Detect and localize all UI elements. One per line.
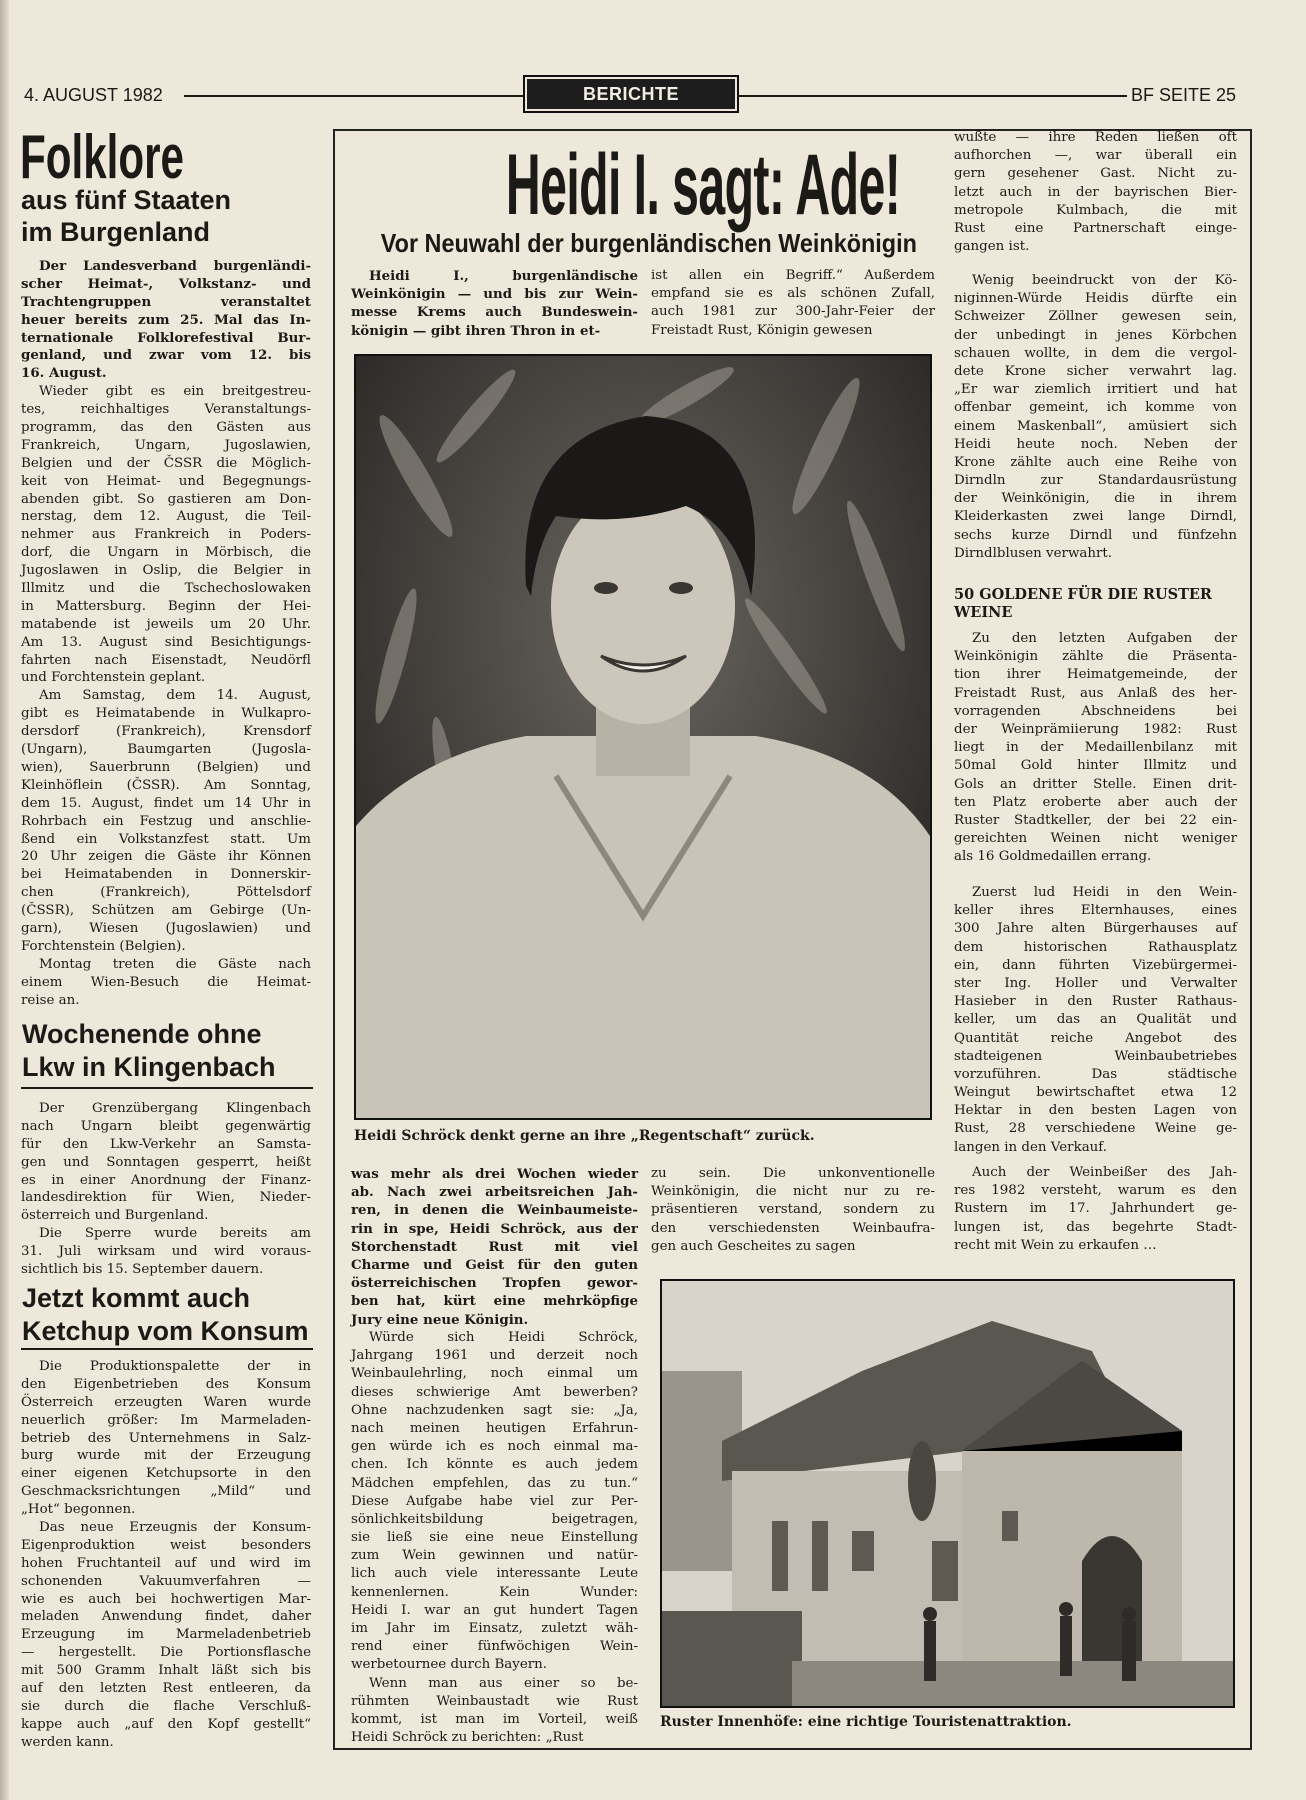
text-line: nach Ungarn bleibt gegenwärtig — [21, 1118, 311, 1134]
ketchup-headline-rule — [21, 1348, 313, 1350]
text-line: messe Krems auch Bundeswein- — [351, 304, 638, 321]
text-line: dem 15. August, findet um 14 Uhr in — [21, 795, 311, 811]
text-line: Österreich erzeugten Waren wurde — [21, 1394, 311, 1410]
text-line: Würde sich Heidi Schröck, — [369, 1330, 638, 1345]
text-line: 31. Juli wirksam und wird voraus- — [21, 1244, 311, 1260]
text-line: gen würde ich es noch einmal ma- — [351, 1439, 638, 1455]
ketchup-headline-line-1: Jetzt kommt auch — [22, 1283, 251, 1313]
text-line: der Weinprämiierung 1982: Rust — [954, 721, 1237, 737]
text-line: sie ließ sie eine neue Einstellung — [351, 1530, 638, 1546]
text-line: Der Grenzübergang Klingenbach — [39, 1101, 311, 1116]
text-line: Am 13. August sind Besichtigungs- — [21, 634, 311, 650]
main-subheadline: Vor Neuwahl der burgenländischen Weinkönigin — [380, 228, 917, 258]
text-line: Weingut bewirtschaftet etwa 12 — [954, 1085, 1237, 1101]
text-line: als 16 Goldmedaillen errang. — [954, 849, 1152, 865]
paragraph — [21, 1225, 311, 1279]
text-line: vorzuführen. Das städtische — [954, 1066, 1237, 1082]
paragraph — [954, 1164, 1237, 1255]
text-line: zu sein. Die unkonventionelle — [651, 1166, 935, 1181]
text-line: österreichischen Tropfen gewor- — [351, 1275, 638, 1292]
text-line: Der Landesverband burgenländi- — [39, 258, 311, 274]
text-line: schonenden Vakuumverfahren — — [21, 1573, 311, 1589]
text-line: dete Krone sicher verwahrt lag. — [954, 363, 1237, 379]
text-line: scher Heimat-, Volkstanz- und — [21, 275, 311, 292]
text-line: keller ihres Elternhauses, eines — [954, 903, 1237, 919]
text-line: vorragenden Abschneidens bei — [954, 703, 1237, 719]
paragraph — [21, 1358, 311, 1519]
text-line: ßend ein Volkstanzfest statt. Um — [21, 831, 311, 847]
text-line: burg wurde mit der Erzeugung — [21, 1448, 311, 1464]
paragraph — [954, 630, 1237, 866]
text-line: chen. Ich könnte es auch jedem — [351, 1457, 638, 1473]
ketchup-headline-line-2: Ketchup vom Konsum — [22, 1316, 309, 1346]
text-line: gen auch Gescheites zu sagen — [651, 1238, 856, 1254]
text-line: „Er war ziemlich irritiert und hat — [954, 382, 1237, 398]
text-line: ten Platz eroberte aber auch der — [954, 794, 1237, 810]
text-line: Rust, 28 verschiedene Weine ge- — [954, 1121, 1237, 1137]
text-line: keller, um das an Qualität und — [954, 1012, 1237, 1028]
text-line: Wieder gibt es ein breitgestreu- — [39, 384, 311, 400]
text-line: chen (Frankreich), Pöttelsdorf — [21, 885, 311, 901]
text-line: ren, in denen die Weinbaumeiste- — [351, 1202, 638, 1219]
text-line: Gols an dritter Stelle. Einen drit- — [954, 776, 1237, 792]
text-line: rühmten Weinbaustadt wie Rust — [351, 1693, 638, 1709]
text-line: auch 1981 zur 300-Jahr-Feier der — [651, 304, 935, 320]
page-edge-shadow — [0, 0, 9, 1800]
text-line: sönlichkeitsbildung beigetragen, — [351, 1511, 638, 1527]
section-label: BERICHTE — [582, 83, 679, 104]
text-line: 16. August. — [21, 365, 107, 382]
main-subheadline-wrap — [351, 228, 936, 258]
text-line: nehmer aus Frankreich in Poders- — [21, 527, 311, 543]
text-line: Kleinhöflein (ČSSR). Am Sonntag, — [21, 777, 311, 793]
text-line: Die Produktionspalette der in — [39, 1359, 311, 1374]
text-line: werbetournee durch Bayern. — [351, 1657, 548, 1673]
main-lower-col-b — [651, 1165, 935, 1256]
text-line: den Eigenbetrieben des Konsum — [21, 1376, 311, 1392]
ketchup-article-body — [21, 1358, 311, 1752]
text-line: im Jahr im Einsatz, zuletzt wäh- — [351, 1621, 638, 1636]
text-line: Heidi Schröck zu berichten: „Rust — [351, 1730, 584, 1746]
text-line: Quantität reiche Angebot des — [954, 1030, 1237, 1046]
text-line: Montag treten die Gäste nach — [39, 956, 311, 972]
text-line: Wenig beeindruckt von der Kö- — [972, 273, 1237, 288]
text-line: der unbedingt in jenes Körbchen — [954, 327, 1237, 343]
text-line: einer eigenen Ketchupsorte in den — [21, 1466, 311, 1482]
text-line: schauen wollte, in dem die vergol- — [954, 345, 1237, 361]
text-line: Hektar in den besten Lagen von — [954, 1103, 1237, 1119]
text-line: meladen Anwendung findet, daher — [21, 1609, 311, 1625]
text-line: einem Maskenball“, amüsiert sich — [954, 418, 1237, 434]
text-line: Am Samstag, dem 14. August, — [39, 688, 311, 704]
text-line: wie es auch bei hochwertigen Mar- — [21, 1591, 311, 1607]
text-line: Weinkönigin zählte die Präsenta- — [954, 649, 1237, 665]
text-line: Belgien und der ČSSR die Möglich- — [21, 455, 311, 471]
folklore-headline: Folklore — [20, 123, 184, 192]
right-col-para-1 — [954, 129, 1237, 256]
text-line: auf den letzten Rest entleeren, da — [21, 1681, 311, 1697]
text-line: es in einer Anordnung der Finanz- — [21, 1172, 311, 1188]
paragraph — [21, 383, 311, 687]
text-line: Ruster Stadtkeller, der bei 22 ein- — [954, 812, 1237, 828]
text-line: dersdorf (Frankreich), Krensdorf — [21, 724, 311, 740]
paragraph — [21, 956, 311, 1010]
text-line: ternationale Folklorefestival Bur- — [21, 329, 311, 346]
text-line: gern gesehener Gast. Nicht zu- — [954, 166, 1237, 182]
header-rule-right — [737, 95, 1127, 97]
text-line: ein, dann führten Vizebürgermei- — [954, 957, 1237, 973]
right-col-subheading: 50 GOLDENE FÜR DIE RUSTER WEINE — [954, 586, 1212, 621]
portrait-caption: Heidi Schröck denkt gerne an ihre „Regentschaft“ zurück. — [354, 1128, 815, 1144]
text-line: reise an. — [21, 992, 80, 1008]
text-line: kommt, ist man im Vorteil, weiß — [351, 1711, 638, 1727]
paragraph — [351, 1675, 638, 1748]
text-line: ster Ing. Holler und Verwalter — [954, 975, 1237, 991]
text-line: ab. Nach zwei arbeitsreichen Jah- — [351, 1184, 638, 1201]
text-line: tes, reichhaltiges Veranstaltungs- — [21, 402, 311, 418]
text-line: neuerlich größer: Im Marmeladen- — [21, 1412, 311, 1428]
text-line: Dirndlblusen verwahrt. — [954, 545, 1113, 561]
text-line: Weinkönigin, die nicht nur zu re- — [651, 1184, 935, 1200]
text-line: in Mattersburg. Beginn der Hei- — [21, 598, 311, 614]
text-line: offenbar gemeint, ich komme von — [954, 400, 1237, 416]
text-line: Zu den letzten Aufgaben der — [972, 631, 1237, 646]
text-line: Erzeugung im Marmeladenbetrieb — [21, 1627, 311, 1643]
header-rule-left — [184, 95, 524, 97]
text-line: langen in den Verkauf. — [954, 1139, 1108, 1155]
text-line: ben hat, kürt eine mehrköpfige — [351, 1293, 638, 1310]
text-line: Freistadt Rust, Königin gewesen — [651, 322, 873, 338]
text-line: keit von Heimat- und Begegnungs- — [21, 473, 311, 489]
text-line: Wenn man aus einer so be- — [369, 1675, 638, 1691]
paragraph — [351, 267, 638, 340]
text-line: gereichten Weinen nicht weniger — [954, 831, 1237, 847]
text-line: sechs kurze Dirndl und fünfzehn — [954, 527, 1237, 543]
text-line: bei Heimatabenden in Donnerskir- — [21, 867, 311, 883]
folklore-subheadline-line-2: im Burgenland — [21, 217, 211, 247]
text-line: lich auch viele interessante Leute — [351, 1566, 638, 1582]
page-number: BF SEITE 25 — [1131, 85, 1237, 105]
text-line: Krone zählte auch eine Reihe von — [954, 454, 1237, 470]
text-line: (Ungarn), Baumgarten (Jugosla- — [21, 742, 311, 758]
text-line: den verschiedensten Weinbaufra- — [651, 1220, 935, 1236]
main-headline: Heidi I. sagt: Ade! — [505, 137, 901, 233]
text-line: Eigenproduktion weist besonders — [21, 1537, 311, 1553]
text-line: Rohrbach ein Festzug und anschlie- — [21, 813, 311, 829]
text-line: Geschmacksrichtungen „Mild“ und — [21, 1484, 311, 1500]
main-lower-col-a — [351, 1329, 638, 1747]
text-line: rend einer fünfwöchigen Wein- — [351, 1639, 638, 1655]
paragraph — [954, 129, 1237, 256]
text-line: letzt auch in der bayrischen Bier- — [954, 184, 1237, 200]
text-line: genland, und zwar vom 12. bis — [21, 347, 311, 364]
text-line: programm, das den Gästen aus — [21, 420, 311, 436]
lkw-headline — [22, 1018, 276, 1084]
lkw-headline-line-1: Wochenende ohne — [22, 1019, 262, 1049]
text-line: matabende ist jeweils um 20 Uhr. — [21, 616, 311, 632]
text-line: garn), Wiesen (Jugoslawien) und — [21, 920, 311, 936]
main-lower-col-a-lead — [351, 1165, 638, 1329]
text-line: mit 500 Gramm Inhalt läßt sich bis — [21, 1663, 311, 1679]
text-line: österreich und Burgenland. — [21, 1208, 209, 1224]
town-photo-caption: Ruster Innenhöfe: eine richtige Touristenattraktion. — [660, 1714, 1072, 1730]
paragraph — [651, 267, 935, 340]
text-line: heuer bereits zum 25. Mal das In- — [21, 311, 311, 328]
text-line: Ohne nachzudenken sagt sie: „Ja, — [351, 1402, 638, 1418]
text-line: Hasieber in den Ruster Rathaus- — [954, 994, 1237, 1010]
text-line: was mehr als drei Wochen wieder — [351, 1166, 638, 1182]
text-line: Charme und Geist für den guten — [351, 1256, 638, 1273]
text-line: betrieb des Unternehmens in Salz- — [21, 1430, 311, 1446]
text-line: hohen Fruchtanteil auf und wird im — [21, 1555, 311, 1571]
text-line: dieses schwierige Amt bewerben? — [351, 1384, 638, 1400]
text-line: präsentieren verstand, sondern zu — [651, 1202, 935, 1218]
text-line: sie durch die flache Verschluß- — [21, 1698, 311, 1714]
text-line: abenden gibt. So gastieren am Don- — [21, 491, 311, 507]
paragraph — [21, 687, 311, 955]
text-line: Jugoslawen in Oslip, die Belgier in — [21, 563, 311, 579]
text-line: Zuerst lud Heidi in den Wein- — [972, 885, 1237, 900]
text-line: Mädchen empfehlen, das zu tun.“ — [351, 1475, 638, 1491]
text-line: Rust eine Partnerschaft einge- — [954, 220, 1237, 236]
text-line: kappe auch „auf den Kopf gestellt“ — [21, 1716, 311, 1732]
text-line: kennenlernen. Kein Wunder: — [351, 1584, 638, 1600]
text-line: Illmitz und die Tschechoslowaken — [21, 581, 311, 597]
text-line: der Weinkönigin, die in ihrem — [954, 491, 1237, 507]
text-line: 300 Jahre alten Bürgerhauses auf — [954, 921, 1237, 937]
folklore-subheadline — [21, 184, 231, 248]
right-col-para-3 — [954, 630, 1237, 866]
text-line: aufhorchen —, war überall ein — [954, 148, 1237, 164]
text-line: recht mit Wein zu erkaufen … — [954, 1237, 1157, 1253]
text-line: wien), Sauerbrunn (Belgien) und — [21, 759, 311, 775]
text-line: ist allen ein Begriff.“ Außerdem — [651, 268, 935, 283]
text-line: Schweizer Zöllner gewesen sein, — [954, 309, 1237, 325]
text-line: Heidi heute noch. Neben der — [954, 436, 1237, 452]
town-courtyard-photo — [660, 1279, 1235, 1708]
text-line: Frankreich, Ungarn, Jugoslawien, — [21, 437, 311, 453]
main-intro-col-b — [651, 267, 935, 340]
text-line: Heidi I. war an gut hundert Tagen — [351, 1602, 638, 1618]
text-line: metropole Kulmbach, die mit — [954, 202, 1237, 218]
text-line: rin in spe, Heidi Schröck, aus der — [351, 1220, 638, 1237]
section-label-box — [523, 75, 739, 113]
text-line: lungen ist, das begehrte Stadt- — [954, 1219, 1237, 1235]
town-courtyard-image — [662, 1281, 1233, 1706]
paragraph — [21, 1100, 311, 1225]
lkw-article-body — [21, 1100, 311, 1279]
right-col-para-2 — [954, 272, 1237, 563]
text-line: empfand sie es als schönen Zufall, — [651, 286, 935, 302]
folklore-subheadline-line-1: aus fünf Staaten — [21, 185, 232, 215]
text-line: fahrten nach Eisenstadt, Neudörfl — [21, 652, 311, 668]
text-line: liegt in der Medaillenbilanz mit — [954, 740, 1237, 756]
text-line: zum Wein gewinnen und natür- — [351, 1548, 638, 1564]
text-line: Trachtengruppen veranstaltet — [21, 293, 311, 310]
text-line: Diese Aufgabe habe viel zur Per- — [351, 1493, 638, 1509]
text-line: Weinbaulehrling, noch einmal um — [351, 1366, 638, 1382]
text-line: Dirndln zur Standardausrüstung — [954, 473, 1237, 489]
text-line: 50mal Gold hinter Illmitz und — [954, 758, 1237, 774]
folklore-article-body — [21, 258, 311, 1009]
text-line: gen und Sonntagen gesperrt, heißt — [21, 1154, 311, 1170]
text-line: dorf, die Ungarn in Mörbisch, die — [21, 545, 311, 561]
paragraph — [351, 1165, 638, 1329]
text-line: Rustern im 17. Jahrhundert ge- — [954, 1201, 1237, 1217]
text-line: gangen ist. — [954, 239, 1030, 255]
paragraph — [954, 272, 1237, 563]
text-line: Freistadt Rust, aus Anlaß des her- — [954, 685, 1237, 701]
paragraph — [21, 258, 311, 383]
ketchup-headline — [22, 1282, 309, 1348]
text-line: Die Sperre wurde bereits am — [39, 1226, 311, 1242]
text-line: nach meinen heutigen Erfahrun- — [351, 1420, 638, 1436]
folklore-headline-wrap — [20, 122, 261, 193]
lkw-headline-rule — [21, 1087, 313, 1089]
text-line: landesdirektion für Wien, Nieder- — [21, 1190, 311, 1206]
text-line: nerstag, dem 12. August, die Teil- — [21, 509, 311, 525]
text-line: tion ihrer Heimatgemeinde, der — [954, 667, 1237, 683]
right-col-para-5 — [954, 1164, 1237, 1255]
text-line: 20 Uhr zeigen die Gäste ihr Können — [21, 849, 311, 865]
text-line: einem Wien-Besuch die Heimat- — [21, 974, 311, 990]
text-line: res 1982 versteht, warum es den — [954, 1183, 1237, 1199]
right-col-para-4 — [954, 884, 1237, 1157]
text-line: gibt es Heimatabende in Wulkapro- — [21, 706, 311, 722]
text-line: Kleiderkasten zwei lange Dirndl, — [954, 509, 1237, 525]
text-line: wußte — ihre Reden ließen oft — [954, 130, 1237, 145]
text-line: werden kann. — [21, 1734, 114, 1750]
paragraph — [21, 1519, 311, 1752]
text-line: dem historischen Rathausplatz — [954, 939, 1237, 955]
text-line: Heidi I., burgenländische — [369, 268, 638, 284]
text-line: für den Lkw-Verkehr an Samsta- — [21, 1136, 311, 1152]
text-line: „Hot“ begonnen. — [21, 1502, 136, 1518]
text-line: (ČSSR), Schützen am Gebirge (Un- — [21, 903, 311, 919]
text-line: niginnen-Würde Heidis dürfte ein — [954, 291, 1237, 307]
text-line: Forchtenstein (Belgien). — [21, 938, 186, 954]
portrait-image — [356, 356, 930, 1118]
lkw-headline-line-2: Lkw in Klingenbach — [22, 1052, 276, 1082]
main-headline-wrap — [351, 137, 936, 233]
text-line: sichtlich bis 15. September dauern. — [21, 1262, 264, 1278]
text-line: Jury eine neue Königin. — [351, 1311, 529, 1328]
text-line: stadteigenen Weinbaubetriebes — [954, 1048, 1237, 1064]
text-line: Jahrgang 1961 und derzeit noch — [351, 1348, 638, 1364]
text-line: Das neue Erzeugnis der Konsum- — [39, 1520, 311, 1536]
text-line: — hergestellt. Die Portionsflasche — [21, 1645, 311, 1661]
text-line: königin — gibt ihren Thron in et- — [351, 322, 601, 339]
paragraph — [954, 884, 1237, 1157]
text-line: Storchenstadt Rust mit viel — [351, 1238, 638, 1255]
text-line: und Forchtenstein geplant. — [21, 670, 206, 686]
paragraph — [651, 1165, 935, 1256]
issue-date: 4. AUGUST 1982 — [24, 85, 163, 105]
text-line: Auch der Weinbeißer des Jah- — [972, 1165, 1237, 1180]
text-line: Weinkönigin — und bis zur Wein- — [351, 286, 638, 303]
main-intro-col-a — [351, 267, 638, 340]
paragraph — [351, 1329, 638, 1675]
portrait-photo — [354, 354, 932, 1120]
